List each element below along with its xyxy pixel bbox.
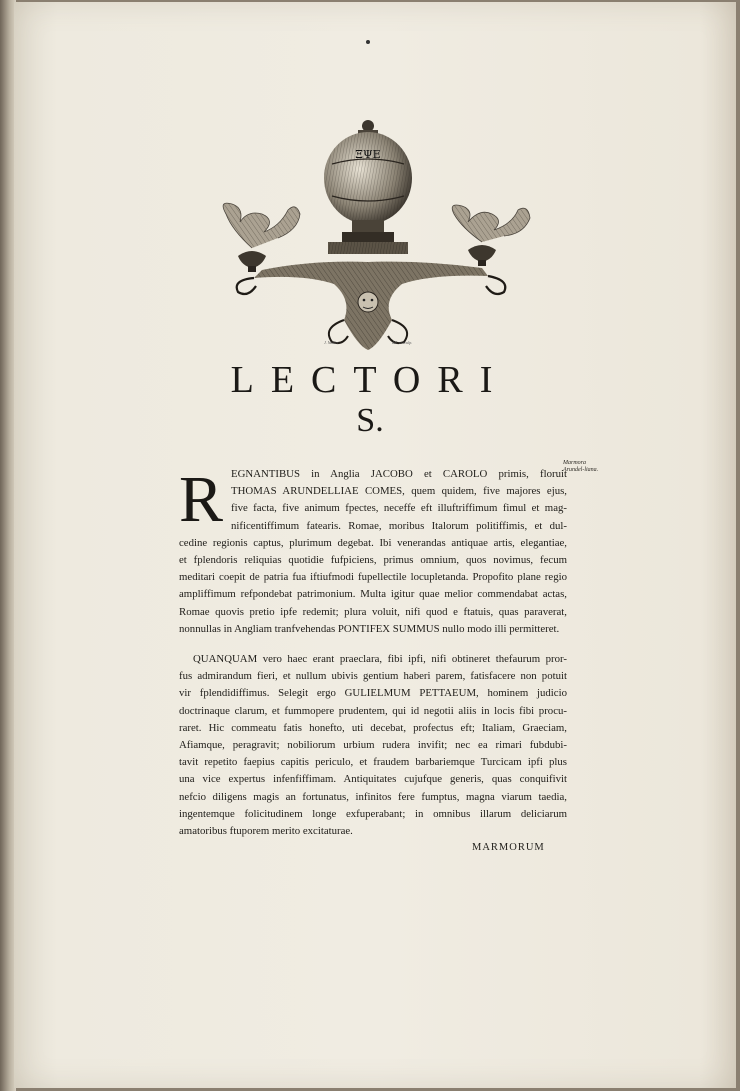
text-line: meditari coepit de patria fua iftiufmodi fupellectile locupletanda. Propofito plane regio [179,571,567,584]
text-line: Afiamque, peragravit; nobiliorum urbium rudera invifit; nec ea rimari fubdubi- [179,738,567,751]
text-line: tavit repetito faepius capitis periculo, et fraudem barbariemque Turcicam ipfi plus [179,756,567,769]
text-line: five facta, five animum fpectes, neceffe eft illuftriffimum fimul et mag- [231,502,567,515]
text-line: Romae quovis pretio ipfe redemit; plura voluit, nifi quod e ftatuis, quas paraverat, [179,605,567,618]
text-line: vir fplendidiffimus. Selegit ergo GULIELMUM PETTAEUM, hominem judicio [179,687,567,700]
drop-capital: R [179,463,224,536]
paragraph-1 [179,463,567,638]
urn-inscription: ΞΨΕ [355,148,381,161]
engraver-signature-left: J. Müller [324,340,339,345]
text-line: EGNANTIBUS in Anglia JACOBO et CAROLO primis, floruit [231,468,567,480]
catchword: MARMORUM [472,842,545,853]
text-line: una vice expertus infenfiffimam. Antiquitates cujufque generis, quas conquifivit [179,773,567,786]
text-line: raret. Hic commeatu fatis honefto, uti decebat, profectus eft; Italiam, Graeciam, [179,721,567,734]
engraved-vignette [192,110,564,356]
engraver-signature-right: del. et sculp. [392,340,413,345]
text-line: amatoribus ftuporem merito excitaturae. [179,824,353,837]
text-line: et fplendoris reliquias quotidie fufpiciens, primus omnium, quos novimus, fecum [179,553,567,566]
page-title: LECTORI [230,359,510,401]
paragraph-2 [179,651,567,840]
text-line: ingentemque folicitudinem longe exfuperabant; in omnibus illarum deliciarum [179,807,567,820]
text-line: nonnullas in Angliam tranfvehendas PONTIFEX SUMMUS nullo modo illi permitteret. [179,622,560,635]
text-line: fus admirandum fieri, et nullum ubivis gentium haberi parem, fatisfacere non potuit [179,670,567,683]
text-line: QUANQUAM vero haec erant praeclara, fibi ipfi, nifi obtineret thefaurum pror- [193,653,567,665]
text-line: nefcio diligens magis an fortunatus, infinitos fere fumptus, magna viarum taedia, [179,790,567,803]
text-line: THOMAS ARUNDELLIAE COMES, quem quidem, five majores ejus, [231,485,567,498]
page-subtitle: S. [356,402,384,439]
page-speck [366,40,370,44]
text-line: ampliffimum refpondebat patrimonium. Multa igitur quae melior commendabat actas, [179,588,567,601]
margin-note: Marmora Arundel-liana. [563,460,599,473]
text-line: doctrinaque clarum, et fummopere prudentem, qui id negotii aliis in locis fibi procu- [179,704,567,717]
text-line: cedine regionis captus, plurimum degebat. Ibi venerandas antiquae artis, elegantiae, [179,536,567,549]
text-line: nificentiffimum fatearis. Romae, moribus Italorum politiffimis, et dul- [231,519,567,532]
urn-vignette-illustration [192,110,564,356]
